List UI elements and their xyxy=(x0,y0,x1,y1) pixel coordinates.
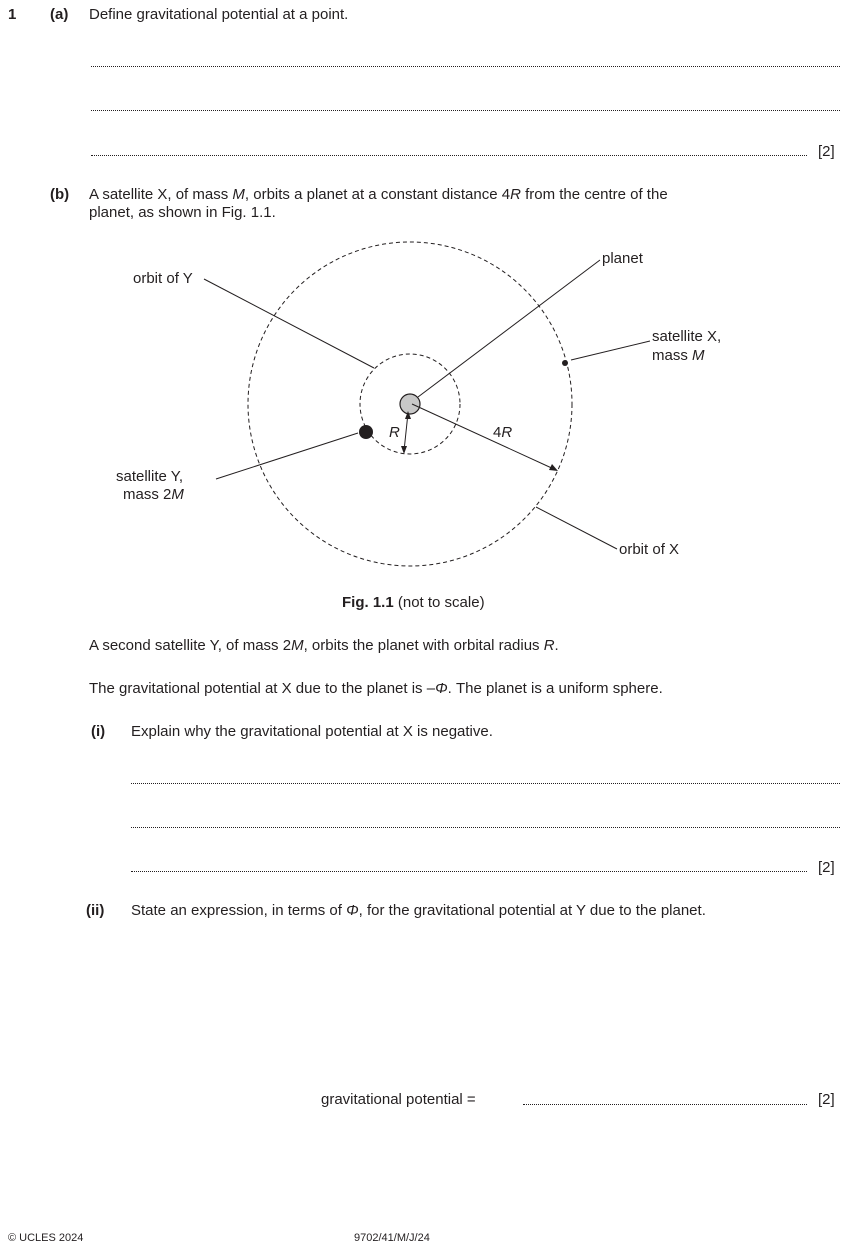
label-satellite-y-1: satellite Y, xyxy=(116,468,183,485)
part-b-label: (b) xyxy=(50,186,70,203)
answer-line-i1[interactable] xyxy=(131,783,840,784)
satellite-x-leader xyxy=(571,341,650,360)
part-ii-text: State an expression, in terms of Φ, for the gravitational potential at Y due to the planet. xyxy=(131,902,706,919)
label-planet: planet xyxy=(602,250,643,267)
label-radius-4r: 4R xyxy=(493,424,513,441)
radius-4r-arrowhead xyxy=(549,464,558,471)
radius-4r-arrow xyxy=(412,404,556,470)
part-i-mark: [2] xyxy=(818,859,835,876)
orbit-x-leader xyxy=(536,507,617,549)
label-satellite-y-2: mass 2M xyxy=(123,486,184,503)
radius-r-arrowhead-bottom xyxy=(401,446,407,454)
answer-line-i3[interactable] xyxy=(131,871,807,872)
label-satellite-x-1: satellite X, xyxy=(652,328,722,345)
part-a-text: Define gravitational potential at a point. xyxy=(89,6,349,23)
planet-leader xyxy=(418,260,600,397)
label-radius-r: R xyxy=(389,424,400,441)
paragraph-potential: The gravitational potential at X due to the planet is –Φ. The planet is a uniform sphere. xyxy=(89,680,663,697)
label-satellite-x-2: mass M xyxy=(652,347,705,364)
part-b-line1: A satellite X, of mass M, orbits a planet at a constant distance 4R from the centre of the xyxy=(89,186,668,203)
part-i-label: (i) xyxy=(91,723,106,740)
answer-line-i2[interactable] xyxy=(131,827,840,828)
answer-label-potential: gravitational potential = xyxy=(321,1091,476,1108)
part-b-line2: planet, as shown in Fig. 1.1. xyxy=(89,204,276,221)
part-ii-mark: [2] xyxy=(818,1091,835,1108)
part-i-text: Explain why the gravitational potential at X is negative. xyxy=(131,723,493,740)
label-orbit-x: orbit of X xyxy=(619,541,680,558)
part-ii-label: (ii) xyxy=(86,902,105,919)
part-a-label: (a) xyxy=(50,6,69,23)
footer-copyright: © UCLES 2024 xyxy=(8,1232,84,1244)
footer-paper-code: 9702/41/M/J/24 xyxy=(354,1232,430,1244)
label-orbit-y: orbit of Y xyxy=(133,270,193,287)
question-number: 1 xyxy=(8,6,17,23)
satellite-x-dot xyxy=(562,360,568,366)
part-a-mark: [2] xyxy=(818,143,835,160)
paragraph-second-satellite: A second satellite Y, of mass 2M, orbits the planet with orbital radius R. xyxy=(89,637,559,654)
satellite-y-leader xyxy=(216,433,358,479)
planet-circle xyxy=(400,394,420,414)
satellite-y-dot xyxy=(359,425,373,439)
figure-caption: Fig. 1.1 (not to scale) xyxy=(342,594,485,611)
orbit-y-leader xyxy=(204,279,374,368)
answer-line-ii[interactable] xyxy=(523,1104,807,1105)
